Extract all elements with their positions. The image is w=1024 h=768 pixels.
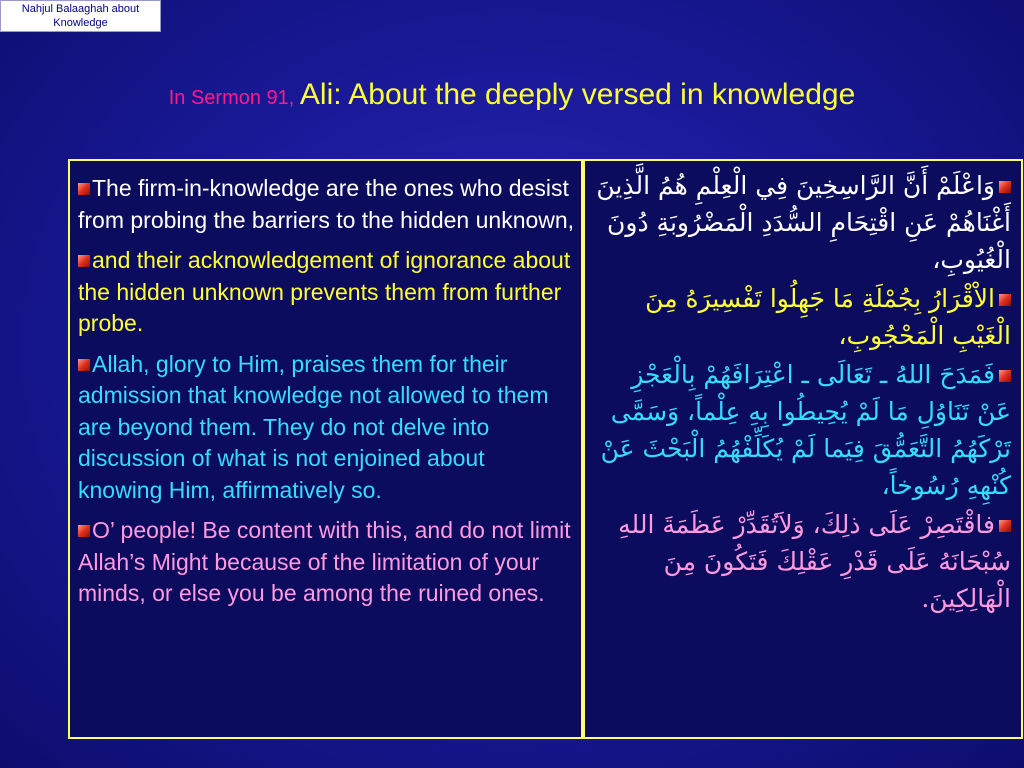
english-paragraph-4 <box>78 515 575 610</box>
arabic-paragraph-3 <box>591 356 1011 504</box>
square-bullet-icon <box>78 359 90 371</box>
arabic-text-2: الاْقْرَارُ بِجُمْلَةِ مَا جَهِلُوا تَفْسِيرَهُ مِنَ الْغَيْبِ الْمَحْجُوبِ، <box>645 284 1011 350</box>
square-bullet-icon <box>999 370 1011 382</box>
corner-label: Nahjul Balaaghah about Knowledge <box>0 0 161 32</box>
english-paragraph-3 <box>78 349 575 507</box>
square-bullet-icon <box>78 255 90 267</box>
english-text-2: and their acknowledgement of ignorance about the hidden unknown prevents them from further probe. <box>78 247 571 336</box>
arabic-panel <box>583 159 1023 739</box>
slide-title <box>0 78 1024 112</box>
arabic-text-4: فاقْتَصِرْ عَلَى ذلِكَ، وَلاَتُقَدِّرْ عَظَمَةَ اللهِ سُبْحَانَهُ عَلَى قَدْرِ عَقْلِكَ فَتَكُونَ مِنَ الْهَالِكِينَ. <box>618 510 1011 613</box>
square-bullet-icon <box>78 183 90 195</box>
arabic-paragraph-1 <box>591 167 1011 278</box>
title-main: Ali: About the deeply versed in knowledge <box>299 78 856 111</box>
english-text-1: The firm-in-knowledge are the ones who desist from probing the barriers to the hidden unknown, <box>78 175 575 233</box>
english-panel <box>68 159 583 739</box>
english-text-3: Allah, glory to Him, praises them for their admission that knowledge not allowed to them are beyond them. They do not delve into discussion of what is not enjoined about knowing Him, affirmatively so. <box>78 350 549 503</box>
square-bullet-icon <box>999 181 1011 193</box>
arabic-text-1: وَاعْلَمْ أَنَّ الرَّاسِخِينَ فِي الْعِلْمِ هُمُ الَّذِينَ أَغْنَاهُمْ عَنِ اقْتِحَامِ السُّدَدِ الْمَضْرُوبَةِ دُونَ الْغُيُوبِ، <box>596 171 1011 274</box>
square-bullet-icon <box>999 520 1011 532</box>
title-prefix: In Sermon 91, <box>168 87 300 109</box>
arabic-text-3: فَمَدَحَ اللهُ ـ تَعَالَى ـ اعْتِرَافَهُمْ بِالْعَجْزِ عَنْ تَنَاوُلِ مَا لَمْ يُحِيطُوا بِهِ عِلْماً، وَسَمَّى تَرْكَهُمُ التَّعَمُّقَ فِيَما لَمْ يُكَلِّفْهُمُ الْبَحْثَ عَنْ كُنْهِهِ رُسُوخاً، <box>600 360 1011 500</box>
arabic-paragraph-2 <box>591 280 1011 354</box>
arabic-paragraph-4 <box>591 506 1011 617</box>
english-paragraph-1 <box>78 173 575 236</box>
english-text-4: O’ people! Be content with this, and do not limit Allah’s Might because of the limitation of your minds, or else you be among the ruined ones. <box>78 517 571 606</box>
square-bullet-icon <box>78 525 90 537</box>
square-bullet-icon <box>999 294 1011 306</box>
english-paragraph-2 <box>78 245 575 340</box>
